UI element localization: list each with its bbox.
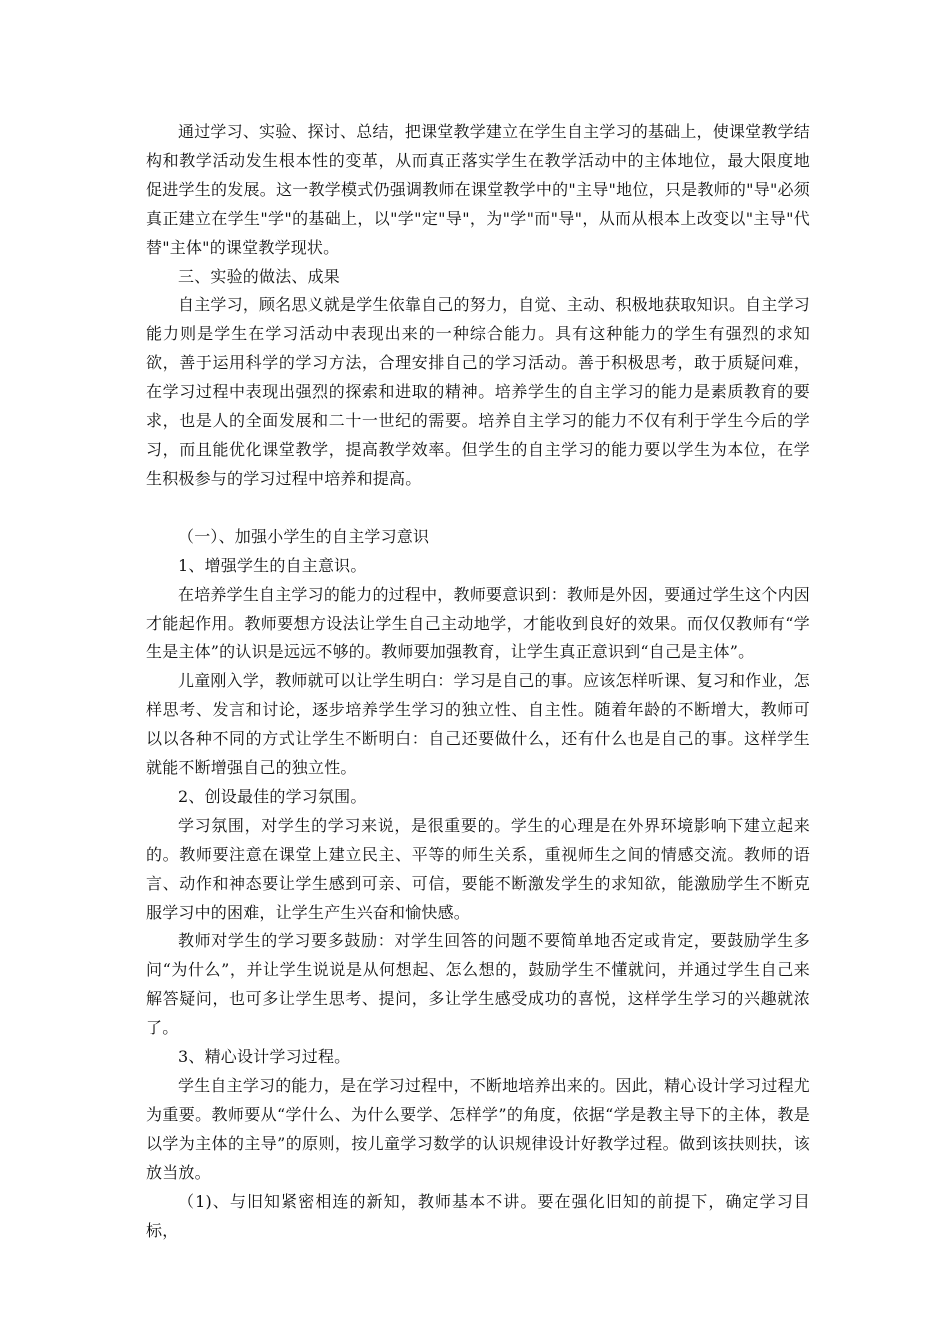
paragraph-encouragement: 教师对学生的学习要多鼓励：对学生回答的问题不要简单地否定或肯定，要鼓励学生多问“为什么”，并让学生说说是从何想起、怎么想的，鼓励学生不懂就问，并通过学生自己来解答疑问，也可多让学生思考、提问，多让学生感受成功的喜悦，这样学生学习的兴趣就浓了。 [146, 931, 810, 1038]
blank-line [146, 494, 810, 523]
item-heading-3: 3、精心设计学习过程。 [178, 1047, 351, 1067]
paragraph-intro-conclusion: 通过学习、实验、探讨、总结，把课堂教学建立在学生自主学习的基础上，使课堂教学结构和教学活动发生根本性的变革，从而真正落实学生在教学活动中的主体地位，最大限度地促进学生的发展。这一教学模式仍强调教师在课堂教学中的"主导"地位，只是教师的"导"必须真正建立在学生"学"的基础上，以"学"定"导"，为"学"而"导"，从而从根本上改变以"主导"代替"主体"的课堂教学现状。 [146, 122, 810, 257]
paragraph-design-process: 学生自主学习的能力，是在学习过程中，不断地培养出来的。因此，精心设计学习过程尤为重要。教师要从“学什么、为什么要学、怎样学”的角度，依据“学是教主导下的主体，教是以学为主体的主导”的原则，按儿童学习数学的认识规律设计好教学过程。做到该扶则扶，该放当放。 [146, 1076, 810, 1182]
paragraph-teacher-awareness: 在培养学生自主学习的能力的过程中，教师要意识到：教师是外因，要通过学生这个内因才能起作用。教师要想方设法让学生自己主动地学，才能收到良好的效果。而仅仅教师有“学生是主体”的认识是远远不够的。教师要加强教育，让学生真正意识到“自己是主体”。 [146, 584, 810, 662]
document-body [146, 118, 810, 1245]
item-heading-1: 1、增强学生的自主意识。 [178, 555, 367, 575]
section-heading-3: 三、实验的做法、成果 [178, 266, 341, 286]
paragraph-children-entry: 儿童刚入学，教师就可以让学生明白：学习是自己的事。应该怎样听课、复习和作业，怎样思考、发言和讨论，逐步培养学生学习的独立性、自主性。随着年龄的不断增大，教师可以以各种不同的方式让学生不断明白：自己还要做什么，还有什么也是自己的事。这样学生就能不断增强自己的独立性。 [146, 671, 810, 778]
paragraph-learning-atmosphere: 学习氛围，对学生的学习来说，是很重要的。学生的心理是在外界环境影响下建立起来的。教师要注意在课堂上建立民主、平等的师生关系，重视师生之间的情感交流。教师的语言、动作和神态要让学生感到可亲、可信，要能不断激发学生的求知欲，能激励学生不断克服学习中的困难，让学生产生兴奋和愉快感。 [146, 815, 810, 922]
paragraph-self-learning-definition: 自主学习，顾名思义就是学生依靠自己的努力，自觉、主动、积极地获取知识。自主学习能力则是学生在学习活动中表现出来的一种综合能力。具有这种能力的学生有强烈的求知欲，善于运用科学的学习方法，合理安排自己的学习活动。善于积极思考，敢于质疑问难，在学习过程中表现出强烈的探索和进取的精神。培养学生的自主学习的能力是素质教育的要求，也是人的全面发展和二十一世纪的需要。培养自主学习的能力不仅有利于学生今后的学习，而且能优化课堂教学，提高教学效率。但学生的自主学习的能力要以学生为本位，在学生积极参与的学习过程中培养和提高。 [146, 295, 810, 488]
paragraph-sub-item-1: （1)、与旧知紧密相连的新知，教师基本不讲。要在强化旧知的前提下，确定学习目标， [146, 1191, 810, 1240]
item-heading-2: 2、创设最佳的学习氛围。 [178, 786, 367, 806]
subsection-heading-1: （一）、加强小学生的自主学习意识 [178, 526, 430, 546]
